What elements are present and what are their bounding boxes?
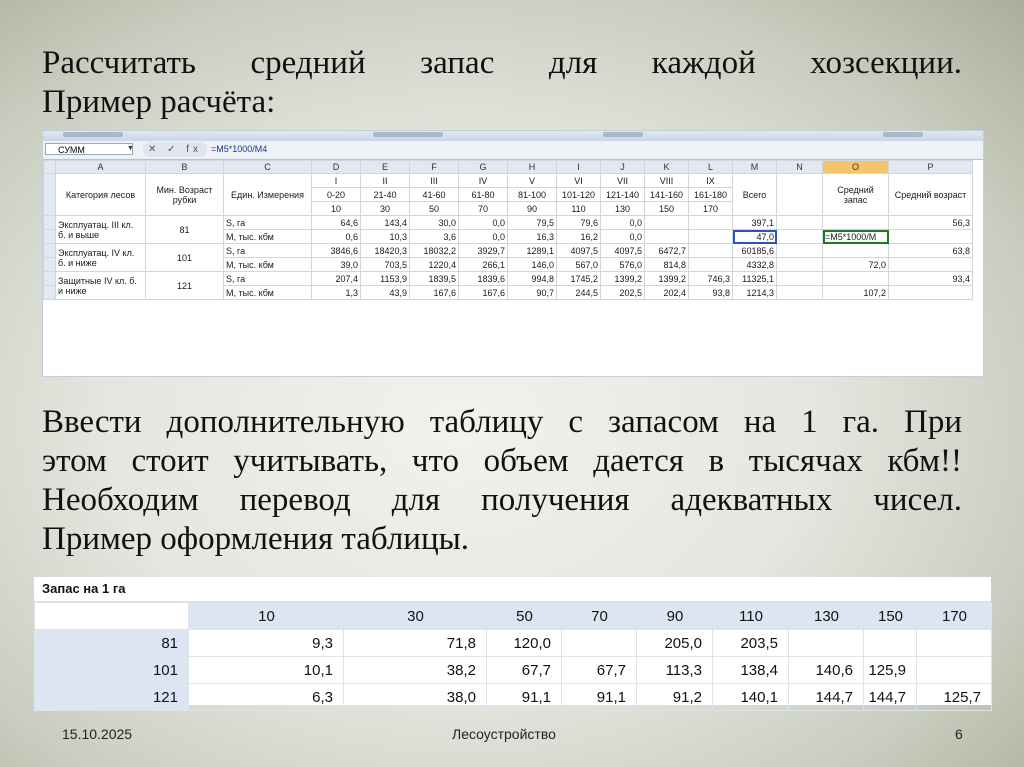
stock-row xyxy=(35,630,992,657)
empty-cell xyxy=(35,603,189,630)
stock-value-cell: 38,0 xyxy=(344,684,487,711)
column-header[interactable]: C xyxy=(224,161,312,174)
age-range-header: 101-120 xyxy=(557,188,601,202)
volume-value-cell[interactable]: 703,5 xyxy=(361,258,410,272)
age-header-cell: 130 xyxy=(789,603,864,630)
category-cell[interactable]: Защитные IV кл. б. и ниже xyxy=(56,272,146,300)
age-class-header: VI xyxy=(557,174,601,188)
unit-cell[interactable]: S, га xyxy=(224,244,312,258)
empty-cell[interactable] xyxy=(777,286,823,300)
formula-bar xyxy=(43,141,983,160)
instruction-line-4: Пример оформления таблицы. xyxy=(42,521,470,557)
row-header[interactable] xyxy=(44,258,56,272)
stock-value-cell: 203,5 xyxy=(713,630,789,657)
age-midpoint-header: 50 xyxy=(410,202,459,216)
volume-value-cell[interactable]: 1220,4 xyxy=(410,258,459,272)
area-row xyxy=(44,244,973,258)
empty-cell[interactable] xyxy=(823,216,889,230)
page-number: 6 xyxy=(955,726,963,742)
min-age-label: 101 xyxy=(35,657,189,684)
age-range-header: 41-60 xyxy=(410,188,459,202)
category-cell[interactable]: Эксплуатац. IV кл. б. и ниже xyxy=(56,244,146,272)
stock-value-cell: 91,1 xyxy=(562,684,637,711)
area-value-cell[interactable]: 18420,3 xyxy=(361,244,410,258)
row-header[interactable] xyxy=(44,272,56,286)
column-header[interactable]: A xyxy=(56,161,146,174)
instruction-line-2: этом стоит учитывать, что объем дается в тысячах кбм!! xyxy=(42,443,962,479)
volume-value-cell[interactable]: 202,4 xyxy=(645,286,689,300)
empty-cell[interactable] xyxy=(777,258,823,272)
age-header-cell: 110 xyxy=(713,603,789,630)
area-value-cell[interactable]: 143,4 xyxy=(361,216,410,230)
stock-value-cell: 71,8 xyxy=(344,630,487,657)
volume-value-cell[interactable]: 1,3 xyxy=(312,286,361,300)
area-total-cell[interactable]: 397,1 xyxy=(733,216,777,230)
volume-value-cell[interactable]: 814,8 xyxy=(645,258,689,272)
unit-cell[interactable]: S, га xyxy=(224,272,312,286)
column-header[interactable]: K xyxy=(645,161,689,174)
volume-value-cell[interactable]: 167,6 xyxy=(410,286,459,300)
stock-value-cell xyxy=(562,630,637,657)
row-header[interactable] xyxy=(44,286,56,300)
avg-stock-header: Средний запас xyxy=(823,174,889,216)
avg-age-cell[interactable]: 63,8 xyxy=(889,244,973,258)
age-header-cell: 150 xyxy=(864,603,917,630)
volume-value-cell[interactable]: 167,6 xyxy=(459,286,508,300)
min-age-cell[interactable]: 121 xyxy=(146,272,224,300)
age-midpoint-header: 150 xyxy=(645,202,689,216)
area-value-cell[interactable]: 1289,1 xyxy=(508,244,557,258)
avg-age-cell[interactable]: 56,3 xyxy=(889,216,973,230)
row-header[interactable] xyxy=(44,244,56,258)
empty-cell[interactable] xyxy=(823,244,889,258)
age-header-cell: 10 xyxy=(189,603,344,630)
area-total-cell[interactable]: 60185,6 xyxy=(733,244,777,258)
area-value-cell[interactable]: 0,0 xyxy=(601,216,645,230)
instruction-line-1: Ввести дополнительную таблицу с запасом на 1 га. При xyxy=(42,404,962,440)
stock-table-title: Запас на 1 га xyxy=(34,577,991,602)
age-class-header: VII xyxy=(601,174,645,188)
age-class-header: IX xyxy=(689,174,733,188)
avg-stock-cell[interactable]: =M5*1000/M xyxy=(823,230,889,244)
column-header[interactable]: M xyxy=(733,161,777,174)
age-header-cell: 50 xyxy=(487,603,562,630)
age-class-header: II xyxy=(361,174,410,188)
row-header[interactable] xyxy=(44,174,56,216)
formula-icons[interactable]: ✕ ✓ fx xyxy=(143,142,207,157)
age-midpoint-header: 30 xyxy=(361,202,410,216)
column-header[interactable]: P xyxy=(889,161,973,174)
empty-cell[interactable] xyxy=(777,244,823,258)
area-value-cell[interactable]: 79,6 xyxy=(557,216,601,230)
task-line-2: Пример расчёта: xyxy=(42,84,276,120)
empty-cell[interactable] xyxy=(889,230,973,244)
min-age-label: 81 xyxy=(35,630,189,657)
stock-grid xyxy=(34,602,992,711)
area-value-cell[interactable]: 6472,7 xyxy=(645,244,689,258)
column-header[interactable]: N xyxy=(777,161,823,174)
total-header: Всего xyxy=(733,174,777,216)
volume-value-cell[interactable]: 90,7 xyxy=(508,286,557,300)
age-header-cell: 30 xyxy=(344,603,487,630)
stock-value-cell xyxy=(917,630,992,657)
volume-value-cell[interactable] xyxy=(689,230,733,244)
age-range-header: 61-80 xyxy=(459,188,508,202)
min-age-label: 121 xyxy=(35,684,189,711)
stock-value-cell: 140,6 xyxy=(789,657,864,684)
instruction-line-3: Необходим перевод для получения адекватных чисел. xyxy=(42,482,962,518)
units-header: Един. Измерения xyxy=(224,174,312,216)
category-cell[interactable]: Эксплуатац. III кл. б. и выше xyxy=(56,216,146,244)
stock-value-cell: 138,4 xyxy=(713,657,789,684)
volume-value-cell[interactable]: 43,9 xyxy=(361,286,410,300)
avg-age-cell[interactable]: 93,4 xyxy=(889,272,973,286)
age-class-header: I xyxy=(312,174,361,188)
age-range-header: 141-160 xyxy=(645,188,689,202)
task-line-1: Рассчитать средний запас для каждой хозсекции. xyxy=(42,45,962,81)
stock-value-cell xyxy=(789,630,864,657)
min-age-cell[interactable]: 81 xyxy=(146,216,224,244)
age-class-header: IV xyxy=(459,174,508,188)
footer-date: 15.10.2025 xyxy=(62,726,133,742)
avg-age-header: Средний возраст xyxy=(889,174,973,216)
volume-value-cell[interactable]: 93,8 xyxy=(689,286,733,300)
stock-value-cell: 67,7 xyxy=(487,657,562,684)
stock-value-cell: 125,7 xyxy=(917,684,992,711)
volume-value-cell[interactable]: 266,1 xyxy=(459,258,508,272)
excel-screenshot xyxy=(42,130,984,377)
age-midpoint-header: 70 xyxy=(459,202,508,216)
area-value-cell[interactable]: 1839,6 xyxy=(459,272,508,286)
area-value-cell[interactable]: 79,5 xyxy=(508,216,557,230)
volume-value-cell[interactable]: 16,2 xyxy=(557,230,601,244)
volume-value-cell[interactable]: 567,0 xyxy=(557,258,601,272)
empty-cell[interactable] xyxy=(889,258,973,272)
empty-cell[interactable] xyxy=(823,272,889,286)
row-header[interactable] xyxy=(44,230,56,244)
ribbon-strip xyxy=(43,131,983,141)
stock-value-cell: 125,9 xyxy=(864,657,917,684)
area-value-cell[interactable]: 30,0 xyxy=(410,216,459,230)
stock-value-cell: 9,3 xyxy=(189,630,344,657)
stock-value-cell: 6,3 xyxy=(189,684,344,711)
column-header[interactable]: O xyxy=(823,161,889,174)
age-midpoint-header: 110 xyxy=(557,202,601,216)
age-header-cell: 170 xyxy=(917,603,992,630)
volume-value-cell[interactable]: 3,6 xyxy=(410,230,459,244)
age-header-cell: 90 xyxy=(637,603,713,630)
age-range-header: 161-180 xyxy=(689,188,733,202)
stock-value-cell xyxy=(864,630,917,657)
spreadsheet-grid xyxy=(43,160,973,300)
area-value-cell[interactable]: 0,0 xyxy=(459,216,508,230)
stock-value-cell: 140,1 xyxy=(713,684,789,711)
area-value-cell[interactable]: 1745,2 xyxy=(557,272,601,286)
stock-value-cell: 120,0 xyxy=(487,630,562,657)
area-row xyxy=(44,216,973,230)
age-midpoint-header: 90 xyxy=(508,202,557,216)
area-value-cell[interactable]: 1153,9 xyxy=(361,272,410,286)
stock-value-cell: 10,1 xyxy=(189,657,344,684)
volume-value-cell[interactable] xyxy=(689,258,733,272)
age-midpoint-header: 10 xyxy=(312,202,361,216)
volume-value-cell[interactable]: 0,0 xyxy=(459,230,508,244)
volume-value-cell[interactable]: 10,3 xyxy=(361,230,410,244)
avg-stock-cell[interactable]: 107,2 xyxy=(823,286,889,300)
area-value-cell[interactable]: 4097,5 xyxy=(557,244,601,258)
min-age-cell[interactable]: 101 xyxy=(146,244,224,272)
stock-value-cell xyxy=(917,657,992,684)
instruction-paragraph xyxy=(42,403,962,559)
stock-value-cell: 91,2 xyxy=(637,684,713,711)
volume-value-cell[interactable]: 39,0 xyxy=(312,258,361,272)
avg-stock-cell[interactable]: 72,0 xyxy=(823,258,889,272)
column-header[interactable]: J xyxy=(601,161,645,174)
header-row xyxy=(44,174,973,188)
task-paragraph xyxy=(42,44,962,122)
volume-value-cell[interactable]: 146,0 xyxy=(508,258,557,272)
volume-value-cell[interactable]: 202,5 xyxy=(601,286,645,300)
stock-row xyxy=(35,684,992,711)
age-range-header: 0-20 xyxy=(312,188,361,202)
footer-title: Лесоустройство xyxy=(452,726,556,742)
category-header: Категория лесов xyxy=(56,174,146,216)
name-box[interactable]: СУММ xyxy=(45,143,133,155)
empty-cell[interactable] xyxy=(777,272,823,286)
area-value-cell[interactable]: 64,6 xyxy=(312,216,361,230)
volume-value-cell[interactable]: 0,0 xyxy=(601,230,645,244)
area-value-cell[interactable]: 994,8 xyxy=(508,272,557,286)
chevron-down-icon[interactable]: ▼ xyxy=(127,145,134,152)
stock-row xyxy=(35,657,992,684)
empty-cell[interactable] xyxy=(889,286,973,300)
stock-per-hectare-table xyxy=(34,577,991,705)
min-age-header: Мин. Возраст рубки xyxy=(146,174,224,216)
stock-header-row xyxy=(35,603,992,630)
column-header[interactable]: H xyxy=(508,161,557,174)
area-value-cell[interactable]: 746,3 xyxy=(689,272,733,286)
volume-value-cell[interactable] xyxy=(645,230,689,244)
column-header[interactable]: G xyxy=(459,161,508,174)
age-midpoint-header: 130 xyxy=(601,202,645,216)
volume-value-cell[interactable]: 16,3 xyxy=(508,230,557,244)
volume-total-cell[interactable]: 4332,8 xyxy=(733,258,777,272)
area-value-cell[interactable]: 3929,7 xyxy=(459,244,508,258)
stock-value-cell: 91,1 xyxy=(487,684,562,711)
age-range-header: 81-100 xyxy=(508,188,557,202)
column-header[interactable]: E xyxy=(361,161,410,174)
area-value-cell[interactable]: 207,4 xyxy=(312,272,361,286)
stock-value-cell: 38,2 xyxy=(344,657,487,684)
unit-cell[interactable]: M, тыс. кбм xyxy=(224,258,312,272)
area-value-cell[interactable] xyxy=(645,216,689,230)
area-value-cell[interactable]: 1399,2 xyxy=(601,272,645,286)
column-header[interactable]: F xyxy=(410,161,459,174)
column-header[interactable]: L xyxy=(689,161,733,174)
formula-text[interactable]: =M5*1000/M4 xyxy=(211,144,268,154)
volume-value-cell[interactable]: 576,0 xyxy=(601,258,645,272)
volume-total-cell[interactable]: 47,0 xyxy=(733,230,777,244)
unit-cell[interactable]: M, тыс. кбм xyxy=(224,286,312,300)
area-total-cell[interactable]: 11325,1 xyxy=(733,272,777,286)
age-midpoint-header: 170 xyxy=(689,202,733,216)
volume-total-cell[interactable]: 1214,3 xyxy=(733,286,777,300)
column-header[interactable]: B xyxy=(146,161,224,174)
column-header[interactable]: D xyxy=(312,161,361,174)
area-value-cell[interactable] xyxy=(689,244,733,258)
unit-cell[interactable]: M, тыс. кбм xyxy=(224,230,312,244)
select-all-corner[interactable] xyxy=(44,161,56,174)
age-header-cell: 70 xyxy=(562,603,637,630)
area-value-cell[interactable]: 1399,2 xyxy=(645,272,689,286)
volume-value-cell[interactable]: 0,6 xyxy=(312,230,361,244)
stock-value-cell: 205,0 xyxy=(637,630,713,657)
empty-cell[interactable] xyxy=(777,216,823,230)
stock-value-cell: 67,7 xyxy=(562,657,637,684)
area-value-cell[interactable]: 3846,6 xyxy=(312,244,361,258)
age-class-header: V xyxy=(508,174,557,188)
volume-value-cell[interactable]: 244,5 xyxy=(557,286,601,300)
area-value-cell[interactable]: 18032,2 xyxy=(410,244,459,258)
age-class-header: VIII xyxy=(645,174,689,188)
area-value-cell[interactable]: 1839,5 xyxy=(410,272,459,286)
age-range-header: 121-140 xyxy=(601,188,645,202)
column-header-row xyxy=(44,161,973,174)
empty-cell[interactable] xyxy=(777,230,823,244)
area-value-cell[interactable] xyxy=(689,216,733,230)
column-header[interactable]: I xyxy=(557,161,601,174)
unit-cell[interactable]: S, га xyxy=(224,216,312,230)
empty-cell xyxy=(777,174,823,216)
row-header[interactable] xyxy=(44,216,56,230)
area-row xyxy=(44,272,973,286)
stock-value-cell: 113,3 xyxy=(637,657,713,684)
age-class-header: III xyxy=(410,174,459,188)
age-range-header: 21-40 xyxy=(361,188,410,202)
stock-value-cell: 144,7 xyxy=(789,684,864,711)
stock-value-cell: 144,7 xyxy=(864,684,917,711)
area-value-cell[interactable]: 4097,5 xyxy=(601,244,645,258)
